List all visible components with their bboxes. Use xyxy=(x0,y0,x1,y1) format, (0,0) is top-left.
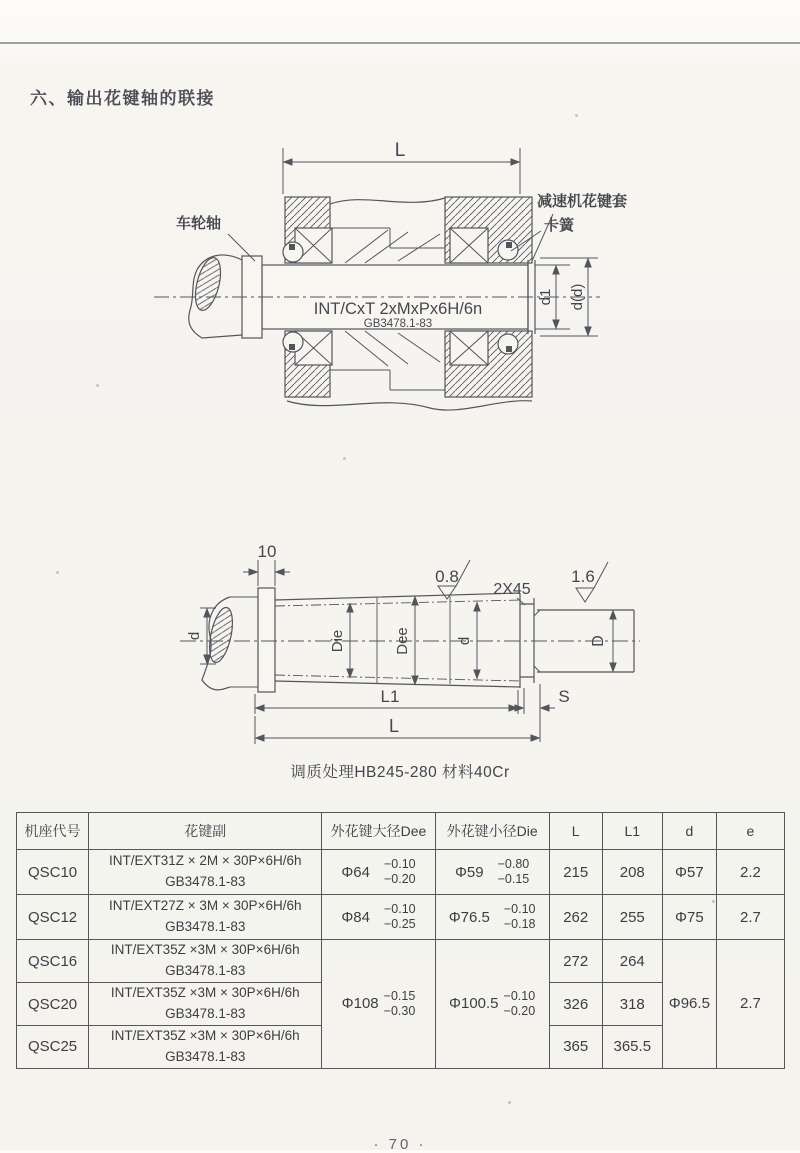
cell-L1: 255 xyxy=(602,895,662,940)
scan-speck xyxy=(712,900,715,903)
dim-d-left-label: d xyxy=(186,631,203,641)
cell-dee-merged: Φ108 −0.15 −0.30 xyxy=(322,940,435,1069)
cell-L1: 318 xyxy=(602,983,662,1026)
cell-L: 272 xyxy=(549,940,602,983)
roughness-0-8-label: 0.8 xyxy=(435,567,459,586)
dim-L-label-2: L xyxy=(388,716,400,736)
reducer-sleeve-label: 减速机花键套 xyxy=(537,193,628,210)
header-L: L xyxy=(549,813,602,850)
cell-code: QSC20 xyxy=(17,983,89,1026)
wheel-axle-label: 车轮轴 xyxy=(176,215,222,232)
cell-d: Φ75 xyxy=(662,895,716,940)
dim-L-label: L xyxy=(394,140,406,161)
shaft-standard-text: GB3478.1-83 xyxy=(363,318,433,330)
chamfer-2x45-label: 2X45 xyxy=(493,581,531,598)
cell-code: QSC16 xyxy=(17,940,89,983)
page-number: · 70 · xyxy=(373,1136,427,1153)
cell-spline: INT/EXT31Z × 2M × 30P×6H/6h GB3478.1-83 xyxy=(89,850,322,895)
cell-L: 365 xyxy=(549,1026,602,1069)
cell-die: Φ59 −0.80 −0.15 xyxy=(435,850,549,895)
header-dee: 外花键大径Dee xyxy=(322,813,435,850)
shaft-spec-text: INT/CxT 2xMxPx6H/6n xyxy=(313,300,483,318)
cell-die: Φ76.5 −0.10 −0.18 xyxy=(435,895,549,940)
cell-e-merged: 2.7 xyxy=(716,940,784,1069)
header-L1: L1 xyxy=(602,813,662,850)
header-e: e xyxy=(716,813,784,850)
table-row xyxy=(17,940,785,983)
cell-L: 326 xyxy=(549,983,602,1026)
header-spline: 花键副 xyxy=(89,813,322,850)
cell-L1: 208 xyxy=(602,850,662,895)
cell-spline: INT/EXT27Z × 3M × 30P×6H/6h GB3478.1-83 xyxy=(89,895,322,940)
cell-die-merged: Φ100.5 −0.10 −0.20 xyxy=(435,940,549,1069)
cell-L1: 264 xyxy=(602,940,662,983)
page-title: 六、输出花键轴的联接 xyxy=(30,89,215,108)
dim-d1-label: d1 xyxy=(537,288,554,306)
table-row xyxy=(17,850,785,895)
cell-L: 262 xyxy=(549,895,602,940)
spline-shaft-detail-diagram xyxy=(172,542,647,764)
cell-e: 2.7 xyxy=(716,895,784,940)
dim-dee-label: Dee xyxy=(394,627,411,655)
cell-dee: Φ64 −0.10 −0.20 xyxy=(322,850,435,895)
table-row xyxy=(17,895,785,940)
cell-spline: INT/EXT35Z ×3M × 30P×6H/6h GB3478.1-83 xyxy=(89,1026,322,1069)
dim-d-mid-label: d xyxy=(456,636,473,646)
circlip-label: 卡簧 xyxy=(544,217,575,234)
cell-spline: INT/EXT35Z ×3M × 30P×6H/6h GB3478.1-83 xyxy=(89,983,322,1026)
cell-d-merged: Φ96.5 xyxy=(662,940,716,1069)
scan-speck xyxy=(56,571,59,574)
cell-dee: Φ84 −0.10 −0.25 xyxy=(322,895,435,940)
coupling-cross-section-diagram xyxy=(140,132,650,434)
scan-speck xyxy=(96,384,99,387)
cell-code: QSC12 xyxy=(17,895,89,940)
dim-L1-label: L1 xyxy=(380,687,400,706)
cell-code: QSC25 xyxy=(17,1026,89,1069)
cell-L1: 365.5 xyxy=(602,1026,662,1069)
table-header-row xyxy=(17,813,785,850)
scan-artifact-line xyxy=(0,42,800,44)
cell-e: 2.2 xyxy=(716,850,784,895)
dim-D-label: D xyxy=(590,635,607,647)
cell-spline: INT/EXT35Z ×3M × 30P×6H/6h GB3478.1-83 xyxy=(89,940,322,983)
dim-dd-label: d(d) xyxy=(569,283,586,311)
cell-L: 215 xyxy=(549,850,602,895)
scan-speck xyxy=(575,114,578,117)
header-die: 外花键小径Die xyxy=(435,813,549,850)
cell-d: Φ57 xyxy=(662,850,716,895)
scan-speck xyxy=(508,1101,511,1104)
cell-code: QSC10 xyxy=(17,850,89,895)
roughness-1-6-label: 1.6 xyxy=(571,567,595,586)
header-d: d xyxy=(662,813,716,850)
spline-spec-table xyxy=(16,812,785,1069)
header-code: 机座代号 xyxy=(17,813,89,850)
dim-S-label: S xyxy=(558,687,570,706)
scan-speck xyxy=(343,457,346,460)
material-caption: 调质处理HB245-280 材料40Cr xyxy=(290,764,510,781)
dim-die-label: Die xyxy=(329,629,346,653)
dim-10-label: 10 xyxy=(257,542,277,561)
